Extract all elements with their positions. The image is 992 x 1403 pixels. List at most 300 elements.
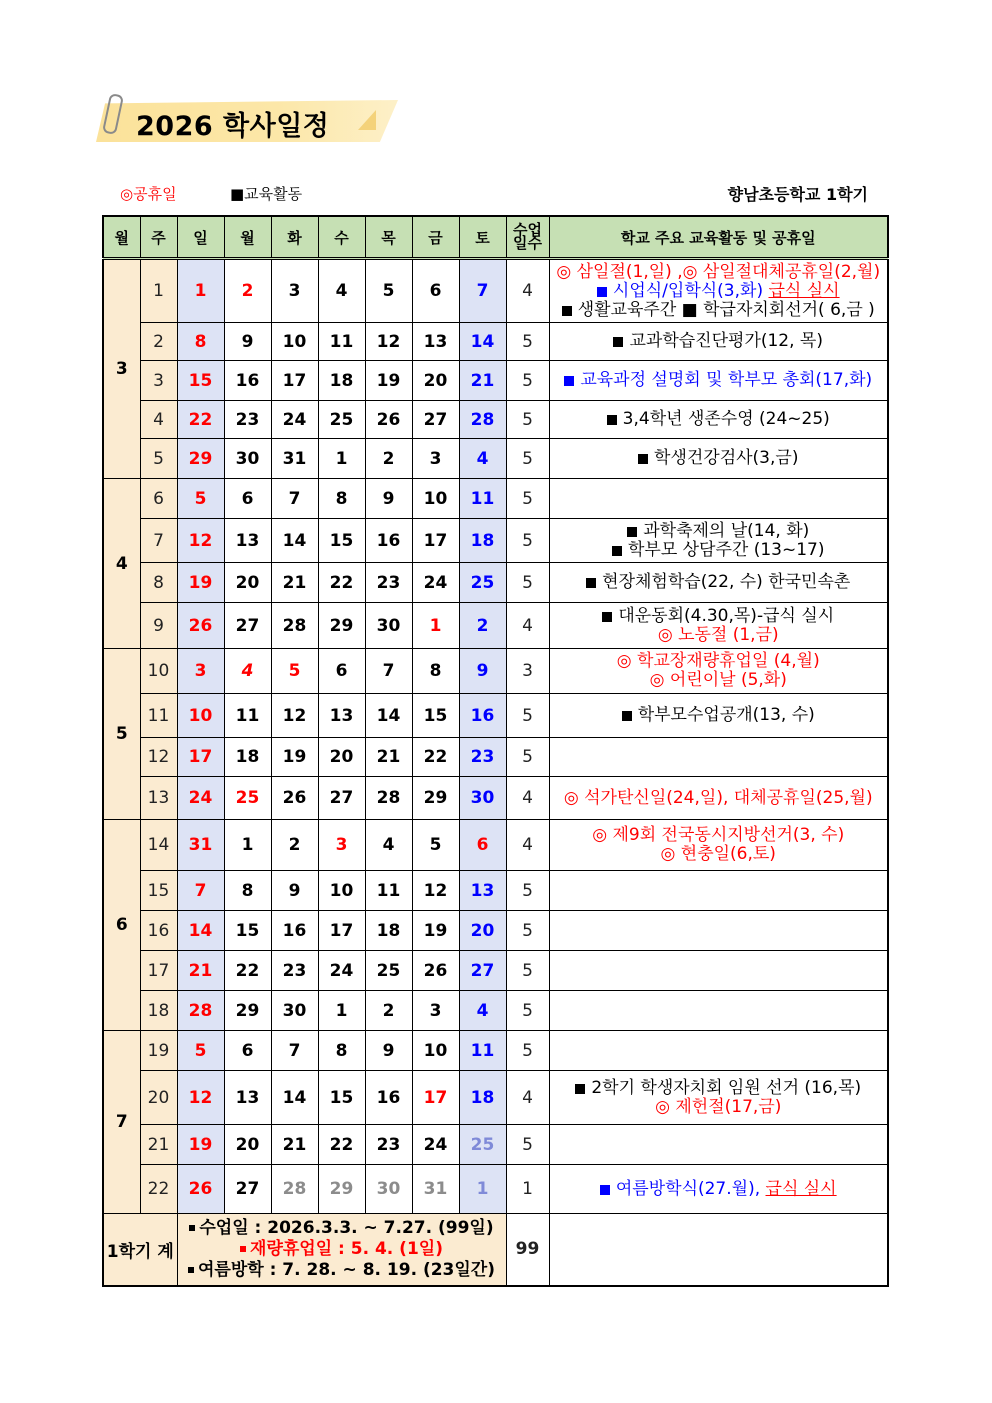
header-school-days: 수업 일수 xyxy=(506,216,549,259)
activity-note: 학부모수업공개(13, 수) xyxy=(550,706,888,725)
school-days-count: 5 xyxy=(506,361,549,401)
school-days-count: 5 xyxy=(506,1031,549,1071)
day-thu: 16 xyxy=(365,519,412,563)
day-wed: 4 xyxy=(318,259,365,323)
header-wed: 수 xyxy=(318,216,365,259)
school-days-count: 5 xyxy=(506,563,549,603)
square-bullet-icon xyxy=(575,1084,585,1094)
day-tue: 26 xyxy=(271,777,318,820)
month-cell: 5 xyxy=(103,649,140,820)
activity-note: 대운동회(4.30,목)-급식 실시 xyxy=(550,607,888,626)
day-mon: 27 xyxy=(224,1165,271,1214)
activity-note: 현장체험학습(22, 수) 한국민속촌 xyxy=(550,573,888,592)
day-thu: 30 xyxy=(365,603,412,649)
week-number: 4 xyxy=(140,401,177,439)
school-days-count: 5 xyxy=(506,738,549,777)
day-mon: 8 xyxy=(224,871,271,911)
school-days-count: 5 xyxy=(506,439,549,479)
day-mon: 1 xyxy=(224,820,271,871)
week-number: 22 xyxy=(140,1165,177,1214)
day-wed: 29 xyxy=(318,603,365,649)
day-wed: 20 xyxy=(318,738,365,777)
day-thu: 9 xyxy=(365,1031,412,1071)
week-row xyxy=(103,563,888,603)
week-row xyxy=(103,479,888,519)
week-row xyxy=(103,259,888,323)
day-tue: 7 xyxy=(271,1031,318,1071)
day-sun: 24 xyxy=(177,777,224,820)
day-wed: 15 xyxy=(318,1071,365,1125)
page-title: 2026 학사일정 xyxy=(136,111,330,142)
day-mon: 20 xyxy=(224,1125,271,1165)
day-thu: 30 xyxy=(365,1165,412,1214)
day-wed: 25 xyxy=(318,401,365,439)
day-thu: 19 xyxy=(365,361,412,401)
week-row xyxy=(103,951,888,991)
square-bullet-icon xyxy=(627,527,637,537)
month-cell: 3 xyxy=(103,259,140,479)
total-line: 수업일 : 2026.3.3. ~ 7.27. (99일) xyxy=(178,1218,506,1239)
meal-service-note: 급식 실시 xyxy=(768,280,840,301)
day-sun: 8 xyxy=(177,323,224,361)
day-mon: 4 xyxy=(224,649,271,694)
day-mon: 2 xyxy=(224,259,271,323)
day-mon: 9 xyxy=(224,323,271,361)
day-sat: 7 xyxy=(459,259,506,323)
day-thu: 23 xyxy=(365,563,412,603)
day-sat: 2 xyxy=(459,603,506,649)
week-row xyxy=(103,519,888,563)
day-thu: 14 xyxy=(365,694,412,738)
week-row xyxy=(103,361,888,401)
day-sat: 21 xyxy=(459,361,506,401)
header-fri: 금 xyxy=(412,216,459,259)
day-sat: 30 xyxy=(459,777,506,820)
day-sat: 18 xyxy=(459,1071,506,1125)
day-sat: 11 xyxy=(459,1031,506,1071)
holiday-note: ◎ 제헌절(17,금) xyxy=(655,1096,782,1117)
header-row xyxy=(103,216,888,259)
day-sat: 28 xyxy=(459,401,506,439)
day-mon: 29 xyxy=(224,991,271,1031)
school-semester-label: 향남초등학교 1학기 xyxy=(727,185,868,204)
day-wed: 3 xyxy=(318,820,365,871)
holiday-note: ◎ 노동절 (1,금) xyxy=(657,624,779,645)
day-tue: 16 xyxy=(271,911,318,951)
week-number: 20 xyxy=(140,1071,177,1125)
holiday-note: ◎ 어린이날 (5,화) xyxy=(649,670,787,690)
holiday-note: ◎ 삼일절(1,일) ,◎ 삼일절대체공휴일(2,월) xyxy=(556,261,881,282)
week-row xyxy=(103,439,888,479)
holiday-note: ◎ 석가탄신일(24,일), 대체공휴일(25,월) xyxy=(563,787,873,808)
week-number: 6 xyxy=(140,479,177,519)
activity-note: 생활교육주간 ■ 학급자치회선거( 6,금 ) xyxy=(550,301,888,320)
day-sun: 28 xyxy=(177,991,224,1031)
activities-cell xyxy=(549,563,888,603)
school-days-count: 4 xyxy=(506,820,549,871)
day-fri: 27 xyxy=(412,401,459,439)
day-sat: 23 xyxy=(459,738,506,777)
week-number: 12 xyxy=(140,738,177,777)
day-sat: 4 xyxy=(459,991,506,1031)
month-cell: 4 xyxy=(103,479,140,649)
day-thu: 12 xyxy=(365,323,412,361)
day-fri: 10 xyxy=(412,479,459,519)
total-label: 1학기 계 xyxy=(103,1214,177,1286)
header-tue: 화 xyxy=(271,216,318,259)
day-mon: 20 xyxy=(224,563,271,603)
day-sat: 14 xyxy=(459,323,506,361)
day-sun: 15 xyxy=(177,361,224,401)
day-sun: 12 xyxy=(177,519,224,563)
day-thu: 16 xyxy=(365,1071,412,1125)
activities-cell xyxy=(549,603,888,649)
day-sun: 10 xyxy=(177,694,224,738)
week-row xyxy=(103,694,888,738)
day-sun: 26 xyxy=(177,1165,224,1214)
week-row xyxy=(103,1165,888,1214)
week-row xyxy=(103,323,888,361)
day-sat: 25 xyxy=(459,1125,506,1165)
day-wed: 27 xyxy=(318,777,365,820)
day-mon: 18 xyxy=(224,738,271,777)
activity-note: 학부모 상담주간 (13~17) xyxy=(550,541,888,560)
day-wed: 11 xyxy=(318,323,365,361)
day-wed: 8 xyxy=(318,1031,365,1071)
day-sun: 17 xyxy=(177,738,224,777)
square-bullet-icon xyxy=(597,287,607,297)
square-bullet-icon xyxy=(602,612,612,622)
day-mon: 25 xyxy=(224,777,271,820)
week-row xyxy=(103,1071,888,1125)
day-wed: 22 xyxy=(318,563,365,603)
day-sun: 31 xyxy=(177,820,224,871)
day-thu: 26 xyxy=(365,401,412,439)
day-fri: 6 xyxy=(412,259,459,323)
day-tue: 3 xyxy=(271,259,318,323)
day-fri: 24 xyxy=(412,563,459,603)
week-row xyxy=(103,738,888,777)
day-sun: 1 xyxy=(177,259,224,323)
day-sat: 20 xyxy=(459,911,506,951)
week-row xyxy=(103,777,888,820)
day-thu: 25 xyxy=(365,951,412,991)
header-mon: 월 xyxy=(224,216,271,259)
week-row xyxy=(103,649,888,694)
total-line: 여름방학 : 7. 28. ~ 8. 19. (23일간) xyxy=(178,1260,506,1281)
week-row xyxy=(103,603,888,649)
day-sun: 7 xyxy=(177,871,224,911)
activities-cell xyxy=(549,951,888,991)
day-wed: 8 xyxy=(318,479,365,519)
school-days-count: 5 xyxy=(506,323,549,361)
school-days-count: 5 xyxy=(506,991,549,1031)
day-fri: 24 xyxy=(412,1125,459,1165)
day-fri: 22 xyxy=(412,738,459,777)
activity-note: 여름방학식(27.월), 급식 실시 xyxy=(550,1180,888,1199)
day-sat: 11 xyxy=(459,479,506,519)
school-days-count: 4 xyxy=(506,259,549,323)
header-thu: 목 xyxy=(365,216,412,259)
day-wed: 13 xyxy=(318,694,365,738)
square-bullet-icon xyxy=(600,1185,610,1195)
week-row xyxy=(103,1125,888,1165)
square-bullet-icon xyxy=(564,376,574,386)
school-days-count: 3 xyxy=(506,649,549,694)
school-days-count: 5 xyxy=(506,401,549,439)
day-sun: 5 xyxy=(177,479,224,519)
day-fri: 20 xyxy=(412,361,459,401)
activities-cell xyxy=(549,401,888,439)
week-row xyxy=(103,820,888,871)
day-fri: 3 xyxy=(412,991,459,1031)
activities-cell xyxy=(549,649,888,694)
day-wed: 29 xyxy=(318,1165,365,1214)
banner-fold xyxy=(358,110,376,130)
week-number: 5 xyxy=(140,439,177,479)
week-number: 10 xyxy=(140,649,177,694)
week-row xyxy=(103,871,888,911)
activities-cell xyxy=(549,694,888,738)
day-fri: 15 xyxy=(412,694,459,738)
day-tue: 23 xyxy=(271,951,318,991)
day-thu: 21 xyxy=(365,738,412,777)
title-banner xyxy=(96,100,398,142)
day-mon: 30 xyxy=(224,439,271,479)
day-fri: 31 xyxy=(412,1165,459,1214)
day-thu: 23 xyxy=(365,1125,412,1165)
header-sat: 토 xyxy=(459,216,506,259)
day-mon: 11 xyxy=(224,694,271,738)
week-row xyxy=(103,401,888,439)
day-fri: 1 xyxy=(412,603,459,649)
day-fri: 5 xyxy=(412,820,459,871)
day-tue: 21 xyxy=(271,1125,318,1165)
day-sun: 22 xyxy=(177,401,224,439)
day-thu: 2 xyxy=(365,439,412,479)
day-tue: 21 xyxy=(271,563,318,603)
header-month: 월 xyxy=(103,216,140,259)
week-number: 8 xyxy=(140,563,177,603)
day-fri: 12 xyxy=(412,871,459,911)
day-tue: 7 xyxy=(271,479,318,519)
day-thu: 5 xyxy=(365,259,412,323)
holiday-note: ◎ 학교장재량휴업일 (4,월) xyxy=(616,651,820,671)
square-bullet-icon xyxy=(612,546,622,556)
holiday-note: ◎ 제9회 전국동시지방선거(3, 수) xyxy=(592,825,845,845)
school-days-count: 4 xyxy=(506,777,549,820)
school-days-count: 5 xyxy=(506,951,549,991)
week-number: 9 xyxy=(140,603,177,649)
week-number: 14 xyxy=(140,820,177,871)
legend-education: ■교육활동 xyxy=(230,185,303,203)
day-thu: 11 xyxy=(365,871,412,911)
day-sun: 3 xyxy=(177,649,224,694)
week-number: 21 xyxy=(140,1125,177,1165)
day-sat: 16 xyxy=(459,694,506,738)
week-number: 7 xyxy=(140,519,177,563)
day-tue: 12 xyxy=(271,694,318,738)
day-sun: 12 xyxy=(177,1071,224,1125)
day-wed: 1 xyxy=(318,439,365,479)
day-sat: 4 xyxy=(459,439,506,479)
month-cell: 6 xyxy=(103,820,140,1031)
square-bullet-icon xyxy=(613,337,623,347)
activity-note: 학생건강검사(3,금) xyxy=(550,449,888,468)
school-days-count: 5 xyxy=(506,479,549,519)
day-sat: 18 xyxy=(459,519,506,563)
activities-cell xyxy=(549,738,888,777)
day-tue: 17 xyxy=(271,361,318,401)
activity-note: 2학기 학생자치회 임원 선거 (16,목) xyxy=(550,1079,888,1098)
school-days-count: 5 xyxy=(506,911,549,951)
day-fri: 17 xyxy=(412,1071,459,1125)
activity-note: 교육과정 설명회 및 학부모 총회(17,화) xyxy=(550,371,888,390)
school-days-count: 4 xyxy=(506,603,549,649)
day-tue: 24 xyxy=(271,401,318,439)
activities-cell xyxy=(549,361,888,401)
activities-cell xyxy=(549,1165,888,1214)
school-days-count: 5 xyxy=(506,519,549,563)
day-sat: 27 xyxy=(459,951,506,991)
day-mon: 6 xyxy=(224,1031,271,1071)
meal-service-note: 급식 실시 xyxy=(765,1178,837,1199)
day-thu: 9 xyxy=(365,479,412,519)
day-tue: 30 xyxy=(271,991,318,1031)
day-wed: 17 xyxy=(318,911,365,951)
header-sun: 일 xyxy=(177,216,224,259)
day-fri: 17 xyxy=(412,519,459,563)
day-tue: 5 xyxy=(271,649,318,694)
day-fri: 3 xyxy=(412,439,459,479)
square-bullet-icon xyxy=(562,306,572,316)
day-fri: 10 xyxy=(412,1031,459,1071)
header-activities: 학교 주요 교육활동 및 공휴일 xyxy=(549,216,888,259)
school-days-count: 4 xyxy=(506,1071,549,1125)
month-cell: 7 xyxy=(103,1031,140,1214)
day-wed: 10 xyxy=(318,871,365,911)
day-tue: 31 xyxy=(271,439,318,479)
day-wed: 22 xyxy=(318,1125,365,1165)
week-number: 1 xyxy=(140,259,177,323)
week-row xyxy=(103,991,888,1031)
day-fri: 26 xyxy=(412,951,459,991)
day-tue: 19 xyxy=(271,738,318,777)
day-thu: 2 xyxy=(365,991,412,1031)
activity-note: 3,4학년 생존수영 (24~25) xyxy=(550,410,888,429)
square-bullet-icon xyxy=(638,454,648,464)
activities-cell xyxy=(549,1031,888,1071)
activities-cell xyxy=(549,519,888,563)
day-wed: 1 xyxy=(318,991,365,1031)
day-sun: 19 xyxy=(177,563,224,603)
day-thu: 18 xyxy=(365,911,412,951)
week-number: 2 xyxy=(140,323,177,361)
day-mon: 27 xyxy=(224,603,271,649)
day-tue: 10 xyxy=(271,323,318,361)
total-activities xyxy=(549,1214,888,1286)
activities-cell xyxy=(549,991,888,1031)
day-tue: 28 xyxy=(271,1165,318,1214)
activities-cell xyxy=(549,1071,888,1125)
day-sun: 26 xyxy=(177,603,224,649)
day-mon: 6 xyxy=(224,479,271,519)
school-days-count: 5 xyxy=(506,694,549,738)
square-bullet-icon xyxy=(607,415,617,425)
day-sat: 9 xyxy=(459,649,506,694)
day-tue: 14 xyxy=(271,519,318,563)
week-number: 3 xyxy=(140,361,177,401)
week-number: 19 xyxy=(140,1031,177,1071)
activities-cell xyxy=(549,911,888,951)
week-row xyxy=(103,1031,888,1071)
holiday-note: ◎ 현충일(6,토) xyxy=(660,844,776,864)
day-mon: 13 xyxy=(224,1071,271,1125)
day-mon: 13 xyxy=(224,519,271,563)
activities-cell xyxy=(549,820,888,871)
activities-cell xyxy=(549,871,888,911)
day-tue: 2 xyxy=(271,820,318,871)
day-mon: 15 xyxy=(224,911,271,951)
week-number: 11 xyxy=(140,694,177,738)
day-sun: 5 xyxy=(177,1031,224,1071)
square-bullet-icon xyxy=(586,578,596,588)
week-number: 17 xyxy=(140,951,177,991)
total-line: 재량휴업일 : 5. 4. (1일) xyxy=(178,1239,506,1260)
school-days-count: 5 xyxy=(506,1125,549,1165)
day-mon: 23 xyxy=(224,401,271,439)
day-sat: 25 xyxy=(459,563,506,603)
day-wed: 15 xyxy=(318,519,365,563)
total-row xyxy=(103,1214,888,1286)
week-number: 13 xyxy=(140,777,177,820)
day-sat: 1 xyxy=(459,1165,506,1214)
activities-cell xyxy=(549,479,888,519)
day-thu: 28 xyxy=(365,777,412,820)
academic-calendar-table xyxy=(102,215,889,1287)
day-fri: 19 xyxy=(412,911,459,951)
day-thu: 7 xyxy=(365,649,412,694)
week-row xyxy=(103,911,888,951)
square-bullet-icon xyxy=(622,711,632,721)
week-number: 16 xyxy=(140,911,177,951)
activity-note: 시업식/입학식(3,화) 급식 실시 xyxy=(550,282,888,301)
activities-cell xyxy=(549,777,888,820)
day-fri: 8 xyxy=(412,649,459,694)
day-sat: 13 xyxy=(459,871,506,911)
day-sun: 14 xyxy=(177,911,224,951)
day-wed: 6 xyxy=(318,649,365,694)
day-mon: 16 xyxy=(224,361,271,401)
day-fri: 13 xyxy=(412,323,459,361)
activities-cell xyxy=(549,1125,888,1165)
week-number: 15 xyxy=(140,871,177,911)
day-sun: 19 xyxy=(177,1125,224,1165)
day-sat: 6 xyxy=(459,820,506,871)
day-thu: 4 xyxy=(365,820,412,871)
total-notes xyxy=(177,1214,506,1286)
school-days-count: 5 xyxy=(506,871,549,911)
activities-cell xyxy=(549,259,888,323)
day-wed: 18 xyxy=(318,361,365,401)
day-tue: 9 xyxy=(271,871,318,911)
day-sun: 29 xyxy=(177,439,224,479)
day-sun: 21 xyxy=(177,951,224,991)
day-fri: 29 xyxy=(412,777,459,820)
day-tue: 14 xyxy=(271,1071,318,1125)
school-days-count: 1 xyxy=(506,1165,549,1214)
week-number: 18 xyxy=(140,991,177,1031)
